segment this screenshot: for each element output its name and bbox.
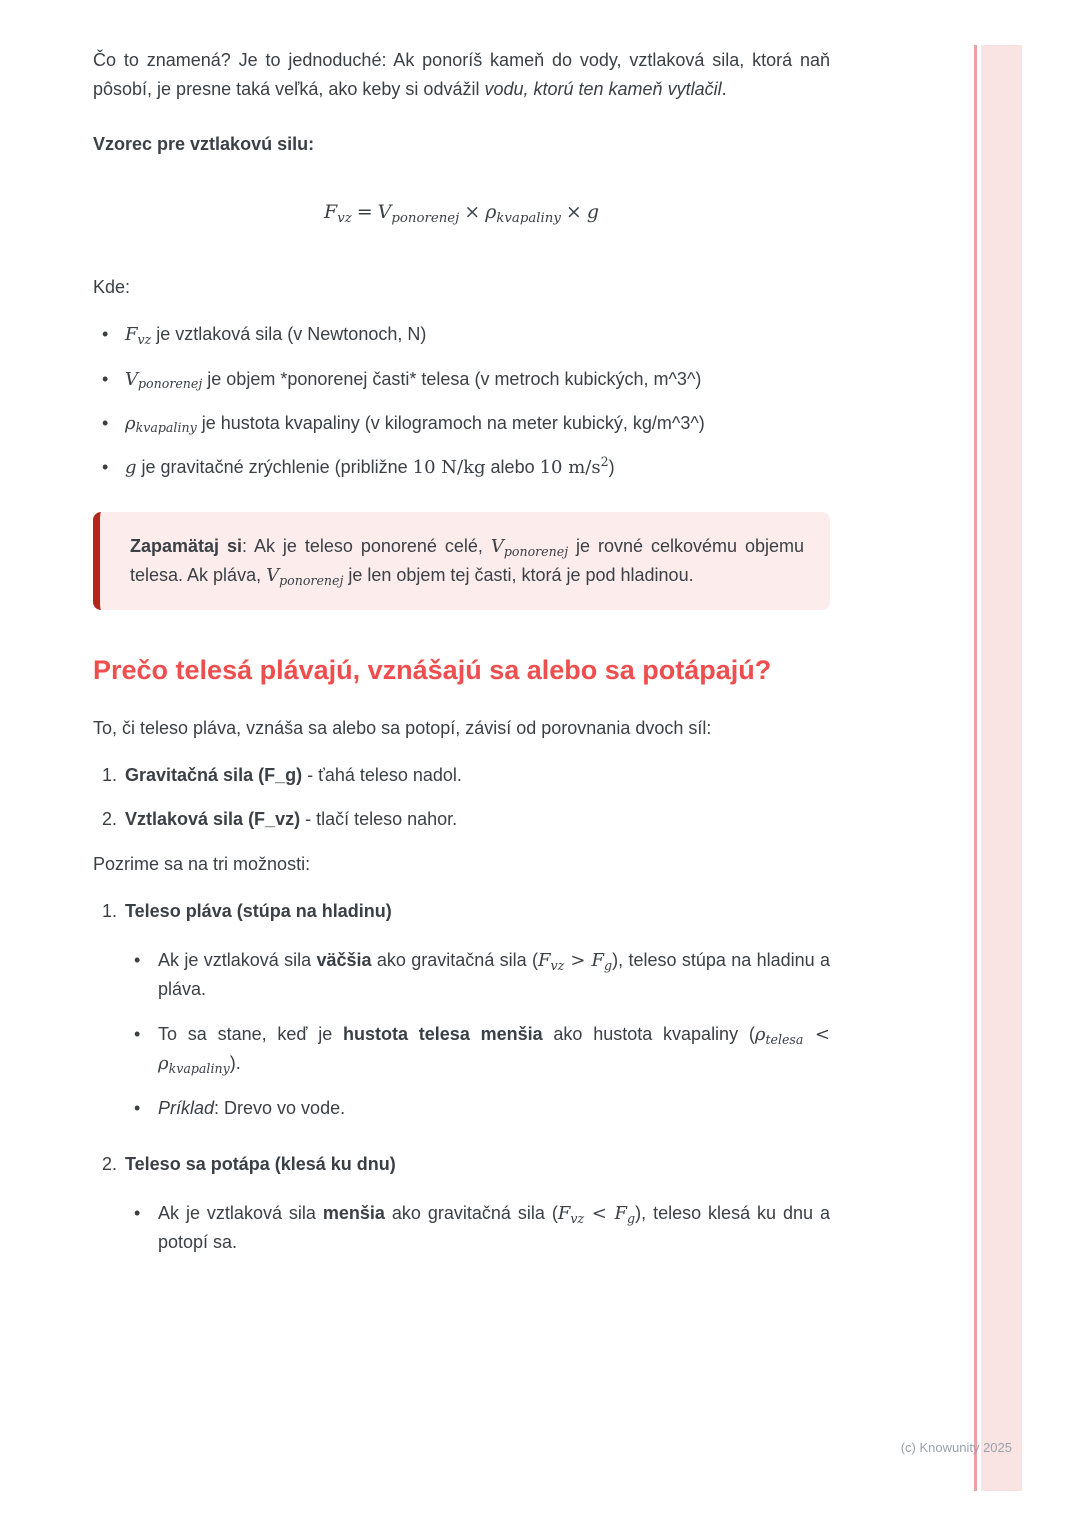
list-item — [93, 365, 830, 394]
math-F: F — [557, 1202, 571, 1224]
callout-segment: je rovné celkovému objemu telesa. Ak pláva, — [130, 536, 805, 586]
math-V-sub: ponorenej — [138, 376, 203, 392]
item-text: alebo — [485, 456, 540, 477]
list-item-text — [125, 453, 615, 478]
document-content — [93, 46, 830, 1283]
math-F-sub: vz — [570, 1210, 585, 1226]
cases-list — [93, 897, 830, 1257]
list-item — [125, 1094, 830, 1123]
item-text: je objem *ponorenej časti* telesa (v metroch kubických, m^3^) — [202, 368, 702, 389]
copyright-footer: (c) Knowunity 2025 — [900, 1440, 1012, 1455]
math-F-sub: vz — [137, 332, 152, 348]
math-equals: = — [356, 201, 373, 224]
intro-text: Čo to znamená? Je to jednoduché: Ak ponoríš kameň do vody, vztlaková sila, ktorá naň pôsobí, je presne taká veľká, ako keby si odvážil — [93, 50, 830, 100]
segment: : Drevo vo vode. — [214, 1098, 346, 1119]
math-V: V — [125, 368, 138, 390]
intro-period: . — [721, 79, 727, 100]
math-F: F — [324, 201, 338, 224]
math-greater-than: > — [564, 949, 592, 971]
segment: Ak je vztlaková sila — [158, 949, 317, 970]
math-g: g — [125, 456, 137, 478]
math-rho-sub: kvapaliny — [135, 420, 197, 436]
callout-segment: : Ak je teleso ponorené celé, — [242, 536, 491, 557]
math-V-sub: ponorenej — [503, 543, 569, 559]
list-item-text — [158, 950, 830, 999]
math-rho-sub: kvapaliny — [496, 211, 561, 227]
math-V-sub: ponorenej — [279, 572, 344, 588]
math-rho-sub: kvapaliny — [168, 1061, 230, 1077]
bullet-icon: • — [102, 456, 109, 477]
case-bullet-list — [125, 946, 830, 1124]
case-title-text: Teleso pláva (stúpa na hladinu) — [125, 900, 392, 921]
bullet-icon: • — [134, 949, 141, 970]
callout-bold-lead: Zapamätaj si — [130, 536, 242, 557]
side-accent-line — [974, 45, 977, 1491]
callout-note — [93, 512, 830, 610]
math-rho: ρ — [125, 412, 136, 434]
math-rho: ρ — [485, 201, 497, 224]
side-accent-band — [981, 45, 1022, 1491]
list-number: 1. — [102, 765, 118, 786]
math-g: g — [586, 201, 599, 224]
math-less-than: < — [584, 1202, 615, 1224]
math-F: F — [614, 1202, 628, 1224]
case-title — [125, 897, 830, 926]
list-item — [93, 409, 830, 438]
callout-text — [130, 532, 804, 590]
math-F-sub: g — [604, 957, 613, 973]
list-item-text — [158, 1203, 830, 1252]
segment: To sa stane, keď je — [158, 1024, 344, 1045]
list-number: 2. — [102, 1153, 118, 1174]
kde-label: Kde: — [93, 277, 131, 298]
list-number: 1. — [102, 900, 118, 921]
math-unit-nkg: 10 N/kg — [412, 456, 486, 478]
item-text: je vztlaková sila (v Newtonoch, N) — [151, 324, 427, 345]
list-item-text — [125, 412, 705, 436]
math-V: V — [377, 201, 392, 224]
math-V-sub: ponorenej — [391, 211, 460, 227]
math-times-2: × — [565, 201, 582, 224]
force-desc: - tlačí teleso nahor. — [300, 809, 458, 830]
math-F-sub: vz — [337, 211, 352, 227]
emphasis-bold: väčšia — [316, 949, 372, 970]
bullet-icon: • — [102, 412, 109, 433]
kde-list — [93, 320, 830, 482]
case-body — [125, 897, 830, 1124]
math-rho: ρ — [158, 1053, 169, 1075]
segment: Ak je vztlaková sila — [158, 1202, 323, 1223]
section-heading: Prečo telesá plávajú, vznášajú sa alebo sa potápajú? — [93, 655, 772, 686]
math-less-than: < — [803, 1024, 830, 1046]
bullet-icon: • — [134, 1202, 141, 1223]
item-text: je gravitačné zrýchlenie (približne — [136, 456, 413, 477]
case-title-text: Teleso sa potápa (klesá ku dnu) — [125, 1153, 396, 1174]
math-rho-sub: telesa — [765, 1031, 804, 1047]
buoyancy-formula — [93, 197, 830, 229]
options-intro: Pozrime sa na tri možnosti: — [93, 853, 311, 874]
force-name: Vztlaková sila (F_vz) — [125, 809, 301, 830]
list-item — [93, 453, 830, 482]
list-item-text — [125, 368, 702, 392]
list-item — [125, 946, 830, 1004]
item-text: ) — [608, 456, 615, 477]
math-F: F — [538, 949, 551, 971]
bullet-icon: • — [134, 1024, 141, 1045]
math-V: V — [490, 536, 504, 558]
formula-heading: Vzorec pre vztlakovú silu: — [93, 134, 315, 155]
forces-list — [93, 761, 830, 834]
intro-paragraph — [93, 46, 830, 104]
callout-segment: je len objem tej časti, ktorá je pod hladinou. — [343, 565, 694, 586]
list-number: 2. — [102, 809, 118, 830]
segment: ), teleso stúpa na hladinu a pláva. — [158, 949, 831, 1000]
math-unit-ms: 10 m/s — [539, 456, 601, 478]
math-rho: ρ — [754, 1024, 766, 1046]
math-F-sub: g — [627, 1210, 636, 1226]
comparison-intro: To, či teleso pláva, vznáša sa alebo sa potopí, závisí od porovnania dvoch síl: — [93, 718, 712, 739]
bullet-icon: • — [102, 324, 109, 345]
case-item — [93, 897, 830, 1124]
list-item-text — [158, 1024, 830, 1077]
item-text: je hustota kvapaliny (v kilogramoch na meter kubický, kg/m^3^) — [196, 412, 705, 433]
math-times-1: × — [464, 201, 481, 224]
segment: ako gravitačná sila ( — [384, 1202, 558, 1223]
bullet-icon: • — [134, 1098, 141, 1119]
case-bullet-list — [125, 1199, 830, 1257]
example-label: Príklad — [158, 1098, 215, 1119]
segment: ), teleso klesá ku dnu a potopí sa. — [158, 1202, 831, 1252]
list-item-text — [125, 765, 462, 785]
math-F: F — [125, 324, 138, 346]
emphasis-bold: hustota telesa menšia — [343, 1024, 543, 1045]
math-F: F — [591, 949, 605, 971]
list-item — [93, 805, 830, 834]
math-V: V — [266, 565, 280, 587]
case-item — [93, 1150, 830, 1257]
force-name: Gravitačná sila (F_g) — [125, 765, 303, 786]
list-item-text — [125, 324, 427, 348]
segment: ako gravitačná sila ( — [371, 949, 539, 970]
emphasis-bold: menšia — [322, 1202, 385, 1223]
segment: ako hustota kvapaliny ( — [542, 1024, 755, 1045]
case-body — [125, 1150, 830, 1257]
list-item — [93, 320, 830, 349]
segment: ). — [229, 1053, 241, 1074]
math-F-sub: vz — [550, 957, 565, 973]
intro-italic-text: vodu, ktorú ten kameň vytlačil — [484, 79, 722, 100]
list-item — [125, 1020, 830, 1078]
list-item — [125, 1199, 830, 1257]
case-title — [125, 1150, 830, 1179]
force-desc: - ťahá teleso nadol. — [302, 765, 462, 786]
list-item — [93, 761, 830, 790]
list-item-text — [158, 1098, 345, 1118]
list-item-text — [125, 809, 457, 829]
math-superscript-2: 2 — [600, 453, 609, 469]
bullet-icon: • — [102, 368, 109, 389]
